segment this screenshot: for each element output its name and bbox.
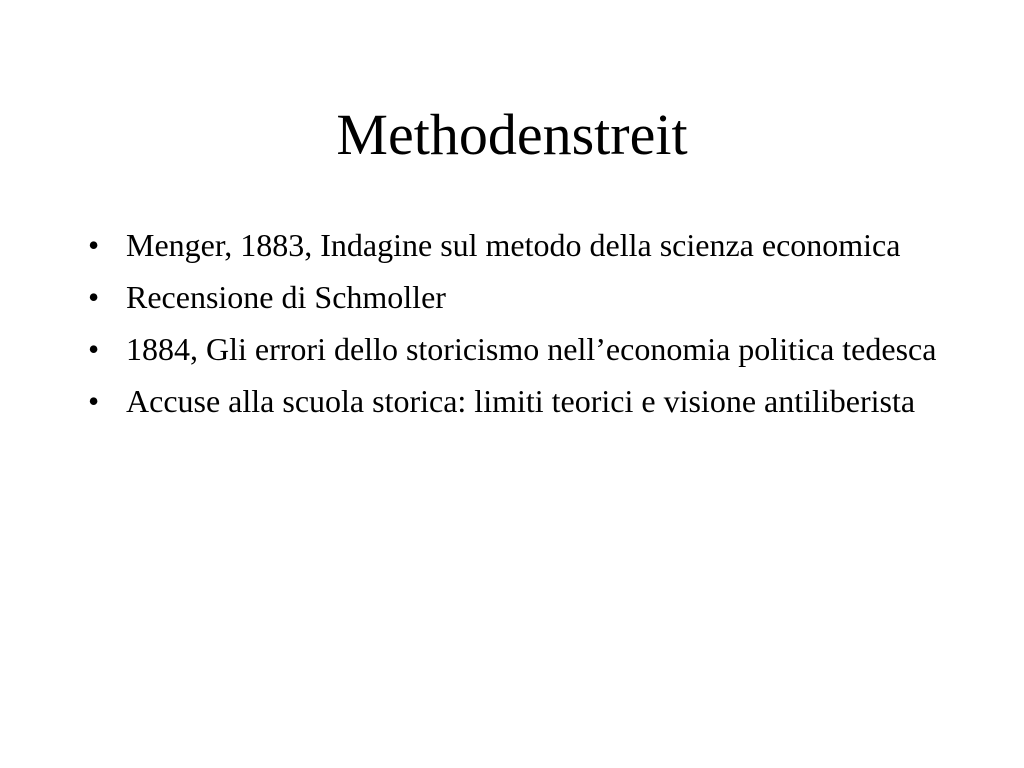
bullet-text: 1884, Gli errori dello storicismo nell’economia politica tedesca [126, 331, 937, 367]
bullet-text: Menger, 1883, Indagine sul metodo della scienza economica [126, 227, 901, 263]
bullet-text: Accuse alla scuola storica: limiti teorici e visione antiliberista [126, 383, 916, 419]
bullet-icon: • [88, 227, 100, 263]
bullet-item [88, 378, 948, 424]
slide-title: Methodenstreit [336, 102, 688, 167]
bullet-item [88, 222, 948, 268]
bullet-icon: • [88, 383, 100, 419]
bullet-icon: • [88, 279, 100, 315]
bullet-text: Recensione di Schmoller [126, 279, 446, 315]
bullet-icon: • [88, 331, 100, 367]
bullet-list [88, 222, 948, 430]
bullet-item [88, 274, 948, 320]
bullet-item [88, 326, 948, 372]
